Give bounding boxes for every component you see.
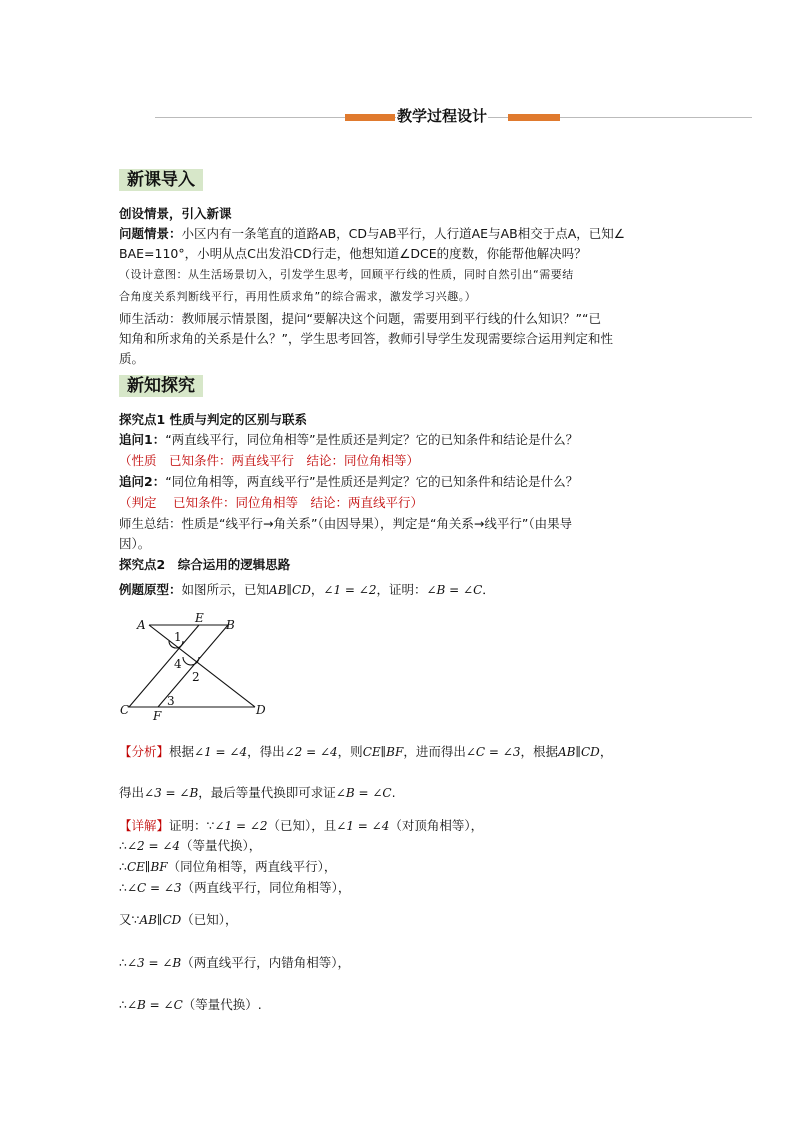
therefore-symbol: ∴: [119, 880, 127, 895]
analysis-math: ∠2 = ∠4: [284, 745, 338, 759]
therefore-symbol: ∴: [119, 859, 127, 874]
analysis-text: ，最后等量代换即可求证: [198, 785, 336, 800]
line-ad: [149, 625, 255, 707]
explore-point-2: 探究点2 综合运用的逻辑思路: [119, 557, 291, 572]
summary-text-1: 性质是“线平行→角关系”（由因导果），判定是“角关系→线平行”（由果导: [181, 516, 573, 531]
problem-line-2: BAE=110°，小明从点C出发沿CD行走，他想知道∠DCE的度数，你能帮他解决吗？: [119, 246, 587, 261]
analysis-text: ，进而得出: [403, 744, 466, 759]
proof-text: （同位角相等，两直线平行），: [167, 859, 337, 874]
proof-line-4: [119, 878, 679, 898]
example-math-3: ∠B = ∠C: [426, 583, 483, 597]
analysis-math: ∠B = ∠C: [335, 786, 392, 800]
proof-text: （等量代换）.: [182, 997, 262, 1012]
analysis-text: ，: [599, 744, 613, 759]
analysis-text: .: [391, 785, 396, 800]
proof-text: （两直线平行，内错角相等），: [181, 955, 350, 970]
activity-label: 师生活动：: [119, 311, 182, 326]
therefore-symbol: ∴: [119, 838, 127, 853]
question-1-text: “两直线平行，同位角相等”是性质还是判定？它的已知条件和结论是什么？: [165, 432, 579, 447]
problem-text: 小区内有一条笔直的道路AB，CD与AB平行，人行道AE与AB相交于点A，已知∠: [181, 226, 625, 241]
proof-text: （对顶角相等），: [389, 818, 484, 833]
point-label-b: B: [226, 618, 235, 632]
analysis-text: ，则: [337, 744, 363, 759]
activity-line-1: [119, 309, 679, 329]
example-mid: ，证明：: [376, 582, 427, 597]
proof-line-2: [119, 836, 679, 856]
proof-math: ∠2 = ∠4: [126, 839, 181, 853]
problem-label: 问题情景：: [119, 226, 182, 241]
example-line: 例题原型：如图所示，已知AB∥CD，∠1 = ∠2，证明：∠B = ∠C．: [119, 582, 495, 597]
proof-math: ∠1 = ∠4: [336, 819, 390, 833]
question-2: [119, 472, 679, 492]
proof-text: （已知），且: [267, 818, 337, 833]
example-text: 如图所示，已知: [181, 582, 270, 597]
analysis-text: ，得出: [247, 744, 285, 759]
analysis-math: ∠1 = ∠4: [194, 745, 248, 759]
analysis-line-1: [119, 742, 699, 762]
explore-point-1: 探究点1 性质与判定的区别与联系: [119, 412, 308, 427]
point-label-d: D: [256, 703, 266, 717]
proof-text: （两直线平行，同位角相等），: [181, 880, 351, 895]
section-tag-explore: 新知探究: [119, 375, 203, 397]
angle-label-1: 1: [174, 630, 182, 644]
activity-text-1: 教师展示情景图，提问“要解决这个问题，需要用到平行线的什么知识？”“已: [181, 311, 601, 326]
example-math-2: ∠1 = ∠2: [323, 583, 377, 597]
therefore-symbol: ∴: [119, 997, 127, 1012]
intro-subtitle: 创设情景，引入新课: [119, 206, 232, 221]
question-1: [119, 430, 679, 450]
analysis-text: 得出: [119, 785, 145, 800]
proof-line-7: [119, 995, 679, 1015]
proof-line-1: [119, 816, 679, 836]
answer-1: （性质 已知条件：两直线平行 结论：同位角相等）: [119, 453, 420, 468]
analysis-text: ，根据: [520, 744, 558, 759]
point-label-c: C: [120, 703, 130, 717]
example-math-1: AB∥CD: [269, 583, 311, 597]
proof-text: 证明：∵: [169, 818, 215, 833]
intent-line-1: （设计意图：从生活场景切入，引发学生思考，回顾平行线的性质，同时自然引出“需要结: [119, 268, 574, 281]
summary-line-1: [119, 514, 679, 534]
proof-math: ∠C = ∠3: [126, 881, 182, 895]
proof-math: ∠B = ∠C: [126, 998, 183, 1012]
summary-line-2: 因）。: [119, 536, 151, 551]
proof-line-6: [119, 953, 679, 973]
analysis-math: ∠3 = ∠B: [144, 786, 199, 800]
header-bar-left: [345, 114, 395, 121]
analysis-math: CE∥BF: [362, 745, 404, 759]
angle-label-3: 3: [167, 694, 175, 708]
proof-math: ∠3 = ∠B: [126, 956, 182, 970]
proof-math: AB∥CD: [139, 913, 182, 927]
proof-text: 又∵: [119, 912, 140, 927]
question-2-text: “同位角相等，两直线平行”是性质还是判定？它的已知条件和结论是什么？: [165, 474, 579, 489]
page-title: 教学过程设计: [396, 104, 488, 128]
intent-line-2: 合角度关系判断线平行，再用性质求角”的综合需求，激发学习兴趣。）: [119, 290, 477, 303]
analysis-text: 根据: [169, 744, 195, 759]
header-bar-right: [508, 114, 560, 121]
section-tag-intro: 新课导入: [119, 169, 203, 191]
proof-line-5: [119, 910, 679, 930]
point-label-e: E: [195, 611, 204, 625]
point-label-a: A: [137, 618, 146, 632]
line-ce: [129, 625, 199, 707]
example-label: 例题原型：: [119, 582, 182, 597]
analysis-math: ∠C = ∠3: [465, 745, 521, 759]
geometry-figure: [115, 610, 275, 725]
proof-line-3: [119, 857, 679, 877]
question-1-label: 追问1：: [119, 432, 166, 447]
proof-text: （等量代换），: [180, 838, 262, 853]
proof-label: 【详解】: [119, 818, 170, 833]
answer-2: （判定 已知条件：同位角相等 结论：两直线平行）: [119, 495, 423, 510]
problem-line-1: [119, 224, 679, 244]
summary-label: 师生总结：: [119, 516, 182, 531]
analysis-label: 【分析】: [119, 744, 170, 759]
activity-line-2: 知角和所求角的关系是什么？”，学生思考回答，教师引导学生发现需要综合运用判定和性: [119, 331, 613, 346]
angle-label-4: 4: [174, 657, 182, 671]
analysis-line-2: [119, 783, 679, 803]
point-label-f: F: [153, 709, 162, 723]
activity-line-3: 质。: [119, 351, 145, 366]
proof-math: CE∥BF: [126, 860, 168, 874]
therefore-symbol: ∴: [119, 955, 127, 970]
question-2-label: 追问2：: [119, 474, 166, 489]
proof-text: （已知），: [181, 912, 238, 927]
proof-math: ∠1 = ∠2: [214, 819, 268, 833]
angle-label-2: 2: [192, 670, 200, 684]
analysis-math: AB∥CD: [557, 745, 600, 759]
